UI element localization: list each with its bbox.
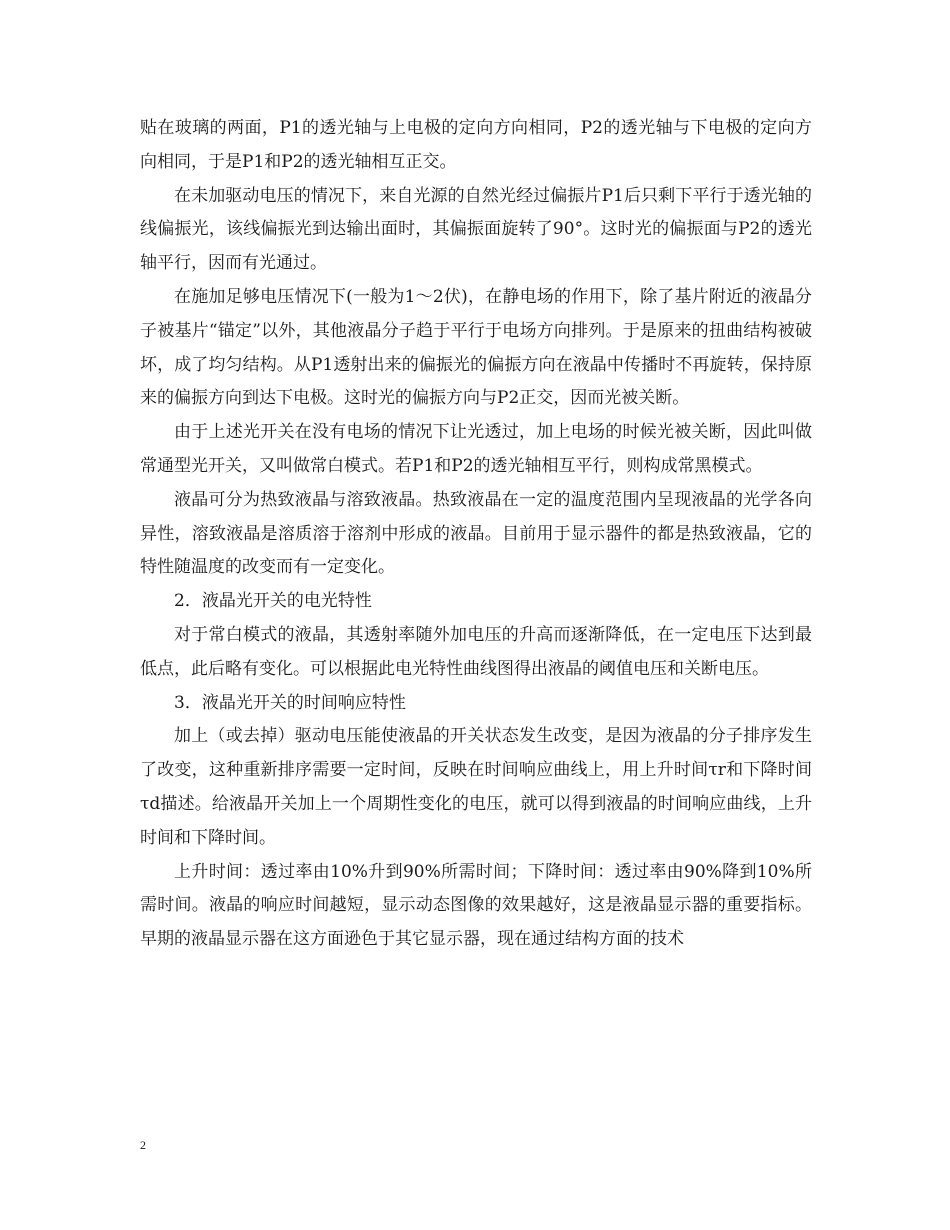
paragraph: 上升时间：透过率由10%升到90%所需时间；下降时间：透过率由90%降到10%所需时间。液晶的响应时间越短，显示动态图像的效果越好，这是液晶显示器的重要指标。早期的液晶显示器在这方面逊色于其它显示器，现在通过结构方面的技术 — [140, 861, 812, 950]
paragraph: 加上（或去掉）驱动电压能使液晶的开关状态发生改变，是因为液晶的分子排序发生了改变，这种重新排序需要一定时间，反映在时间响应曲线上，用上升时间τr和下降时间τd描述。给液晶开关加上一个周期性变化的电压，就可以得到液晶的时间响应曲线，上升时间和下降时间。 — [140, 726, 812, 848]
section-heading: 2．液晶光开关的电光特性 — [174, 591, 372, 612]
paragraph: 液晶可分为热致液晶与溶致液晶。热致液晶在一定的温度范围内呈现液晶的光学各向异性，溶致液晶是溶质溶于溶剂中形成的液晶。目前用于显示器件的都是热致液晶，它的特性随温度的改变而有一定变化。 — [140, 489, 812, 578]
paragraph: 对于常白模式的液晶，其透射率随外加电压的升高而逐渐降低，在一定电压下达到最低点，此后略有变化。可以根据此电光特性曲线图得出液晶的阈值电压和关断电压。 — [140, 624, 812, 679]
page-number: 2 — [140, 1138, 146, 1152]
body-text — [140, 112, 812, 957]
paragraph-continuation: 贴在玻璃的两面，P1的透光轴与上电极的定向方向相同，P2的透光轴与下电极的定向方向相同，于是P1和P2的透光轴相互正交。 — [140, 118, 812, 172]
paragraph: 由于上述光开关在没有电场的情况下让光透过，加上电场的时候光被关断，因此叫做常通型光开关，又叫做常白模式。若P1和P2的透光轴相互平行，则构成常黑模式。 — [140, 422, 812, 476]
paragraph: 在施加足够电压情况下(一般为1～2伏)，在静电场的作用下，除了基片附近的液晶分子被基片“锚定”以外，其他液晶分子趋于平行于电场方向排列。于是原来的扭曲结构被破坏，成了均匀结构。从P1透射出来的偏振光的偏振方向在液晶中传播时不再旋转，保持原来的偏振方向到达下电极。这时光的偏振方向与P2正交，因而光被关断。 — [140, 286, 812, 409]
section-heading: 3．液晶光开关的时间响应特性 — [174, 692, 406, 713]
paragraph: 在未加驱动电压的情况下，来自光源的自然光经过偏振片P1后只剩下平行于透光轴的线偏振光，该线偏振光到达输出面时，其偏振面旋转了90°。这时光的偏振面与P2的透光轴平行，因而有光通过。 — [140, 185, 812, 274]
